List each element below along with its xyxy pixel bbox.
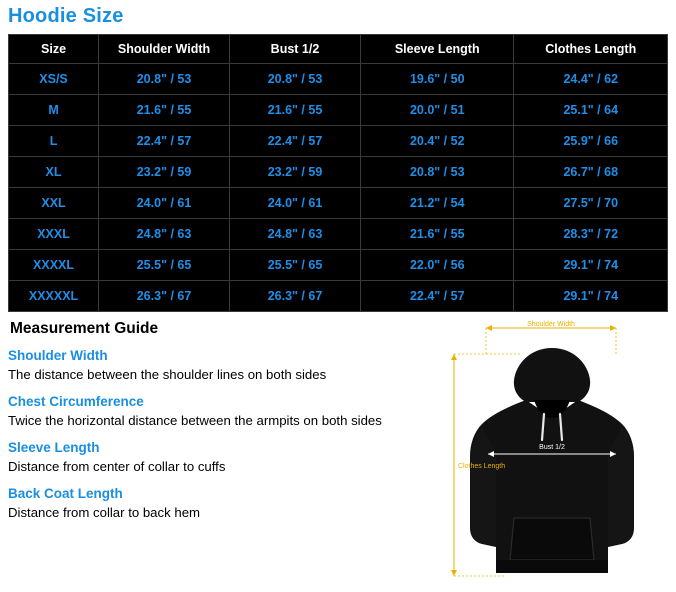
cell-bust: 22.4" / 57 [230, 126, 361, 157]
cell-size: XXXL [9, 219, 99, 250]
column-header-sleeve-length: Sleeve Length [360, 35, 513, 64]
column-header-size: Size [9, 35, 99, 64]
cell-clothes-length: 25.9" / 66 [514, 126, 668, 157]
cell-sleeve-length: 21.6" / 55 [360, 219, 513, 250]
dimension-label-bust: Bust 1/2 [539, 444, 565, 451]
cell-size: XXXXXL [9, 281, 99, 312]
guide-item-heading: Back Coat Length [8, 486, 123, 502]
guide-item-heading: Shoulder Width [8, 348, 108, 363]
table-row [9, 219, 668, 250]
dimension-label-shoulder-width: Shoulder Width [527, 321, 575, 328]
guide-item-sleeve-length [8, 440, 432, 475]
cell-sleeve-length: 20.4" / 52 [360, 126, 513, 157]
cell-clothes-length: 25.1" / 64 [514, 95, 668, 126]
hoodie-illustration [470, 348, 634, 573]
cell-sleeve-length: 21.2" / 54 [360, 188, 513, 219]
guide-item-back-coat-length [8, 486, 432, 521]
table-row [9, 157, 668, 188]
guide-item-chest-circumference [8, 394, 432, 429]
table-row [9, 64, 668, 95]
hoodie-diagram [434, 314, 670, 584]
guide-title: Measurement Guide [10, 320, 159, 337]
page-title: Hoodie Size [8, 5, 124, 27]
cell-shoulder-width: 25.5" / 65 [99, 250, 230, 281]
cell-shoulder-width: 21.6" / 55 [99, 95, 230, 126]
cell-size: XL [9, 157, 99, 188]
cell-sleeve-length: 20.0" / 51 [360, 95, 513, 126]
cell-shoulder-width: 24.8" / 63 [99, 219, 230, 250]
table-row [9, 188, 668, 219]
table-row [9, 95, 668, 126]
cell-size: M [9, 95, 99, 126]
guide-item-body: Distance from collar to back hem [8, 505, 201, 521]
cell-sleeve-length: 20.8" / 53 [360, 157, 513, 188]
cell-clothes-length: 29.1" / 74 [514, 250, 668, 281]
cell-shoulder-width: 23.2" / 59 [99, 157, 230, 188]
cell-size: L [9, 126, 99, 157]
column-header-clothes-length: Clothes Length [514, 35, 668, 64]
table-row [9, 250, 668, 281]
cell-bust: 24.0" / 61 [230, 188, 361, 219]
table-row [9, 126, 668, 157]
cell-clothes-length: 28.3" / 72 [514, 219, 668, 250]
cell-shoulder-width: 22.4" / 57 [99, 126, 230, 157]
cell-clothes-length: 27.5" / 70 [514, 188, 668, 219]
guide-item-shoulder-width [8, 348, 432, 383]
cell-bust: 20.8" / 53 [230, 64, 361, 95]
cell-sleeve-length: 22.0" / 56 [360, 250, 513, 281]
column-header-shoulder-width: Shoulder Width [99, 35, 230, 64]
cell-size: XXL [9, 188, 99, 219]
cell-bust: 23.2" / 59 [230, 157, 361, 188]
cell-bust: 24.8" / 63 [230, 219, 361, 250]
guide-items [8, 348, 432, 522]
cell-shoulder-width: 24.0" / 61 [99, 188, 230, 219]
guide-item-heading: Sleeve Length [8, 440, 100, 456]
cell-shoulder-width: 20.8" / 53 [99, 64, 230, 95]
cell-bust: 26.3" / 67 [230, 281, 361, 312]
cell-bust: 25.5" / 65 [230, 250, 361, 281]
guide-item-body: The distance between the shoulder lines on both sides [8, 367, 327, 382]
table-row [9, 281, 668, 312]
cell-clothes-length: 24.4" / 62 [514, 64, 668, 95]
cell-sleeve-length: 19.6" / 50 [360, 64, 513, 95]
cell-sleeve-length: 22.4" / 57 [360, 281, 513, 312]
guide-item-heading: Chest Circumference [8, 394, 144, 410]
cell-size: XXXXL [9, 250, 99, 281]
column-header-bust: Bust 1/2 [230, 35, 361, 64]
cell-clothes-length: 29.1" / 74 [514, 281, 668, 312]
size-table [8, 34, 668, 312]
table-header-row [9, 35, 668, 64]
guide-item-body: Distance from center of collar to cuffs [8, 459, 226, 475]
measurement-guide [0, 320, 676, 588]
cell-clothes-length: 26.7" / 68 [514, 157, 668, 188]
cell-shoulder-width: 26.3" / 67 [99, 281, 230, 312]
dimension-label-clothes-length: Clothes Length [458, 463, 506, 470]
cell-size: XS/S [9, 64, 99, 95]
cell-bust: 21.6" / 55 [230, 95, 361, 126]
guide-item-body: Twice the horizontal distance between the armpits on both sides [8, 413, 382, 429]
